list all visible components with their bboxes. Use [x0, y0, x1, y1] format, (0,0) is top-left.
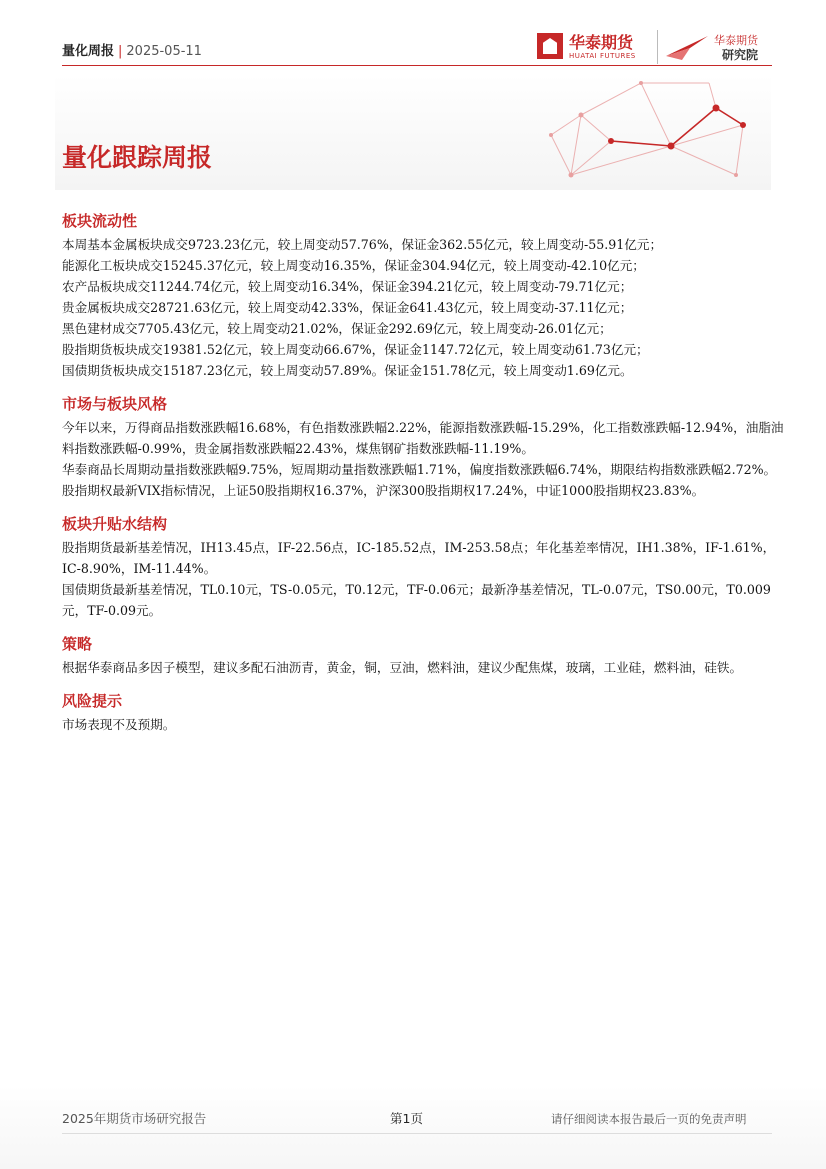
disclaimer-note: 请仔细阅读本报告最后一页的免责声明 — [551, 1112, 747, 1126]
logo-en-text: HUATAI FUTURES — [569, 52, 636, 60]
section — [62, 210, 784, 381]
research-logo-line2: 研究院 — [722, 48, 759, 62]
section-paragraph: 国债期货板块成交15187.23亿元，较上周变动57.89%。保证金151.78亿元，较上周变动1.69亿元。 — [62, 363, 633, 378]
research-institute-logo — [664, 32, 774, 64]
section-paragraph: 市场表现不及预期。 — [62, 717, 176, 732]
section-paragraph: 农产品板块成交11244.74亿元，较上周变动16.34%，保证金394.21亿元，较上周变动-79.71亿元； — [62, 279, 633, 294]
page-title: 量化跟踪周报 — [62, 143, 213, 172]
logo-cn-text: 华泰期货 — [569, 33, 634, 52]
section-title: 板块升贴水结构 — [62, 515, 168, 533]
research-logo-line1: 华泰期货 — [714, 34, 758, 47]
footer-rule — [62, 1133, 772, 1134]
breadcrumb — [62, 40, 202, 59]
network-graphic — [511, 75, 771, 190]
breadcrumb-separator: | — [118, 44, 123, 59]
section-title: 风险提示 — [62, 692, 123, 710]
section — [62, 633, 784, 678]
research-wing-icon — [664, 34, 710, 62]
logo-divider — [657, 30, 658, 64]
section-paragraph: 能源化工板块成交15245.37亿元，较上周变动16.35%，保证金304.94亿元，较上周变动-42.10亿元； — [62, 258, 645, 273]
header-rule — [62, 65, 772, 66]
section-paragraph: 黑色建材成交7705.43亿元，较上周变动21.02%，保证金292.69亿元，较上周变动-26.01亿元； — [62, 321, 612, 336]
section-title: 板块流动性 — [62, 212, 138, 230]
section-paragraph: 华泰商品长周期动量指数涨跌幅9.75%，短周期动量指数涨跌幅1.71%，偏度指数涨跌幅6.74%，期限结构指数涨跌幅2.72%。 — [62, 462, 777, 477]
section — [62, 690, 784, 735]
section-paragraph: 根据华泰商品多因子模型，建议多配石油沥青，黄金，铜，豆油，燃料油，建议少配焦煤，玻璃，工业硅，燃料油，硅铁。 — [62, 660, 743, 675]
page-footer — [0, 1085, 826, 1169]
section-paragraph: 股指期权最新VIX指标情况，上证50股指期权16.37%，沪深300股指期权17.24%，中证1000股指期权23.83%。 — [62, 483, 705, 498]
section-title: 市场与板块风格 — [62, 395, 168, 413]
footer-report-name: 2025年期货市场研究报告 — [62, 1111, 207, 1126]
section — [62, 513, 784, 621]
page-header — [0, 30, 826, 70]
section-paragraph: 国债期货最新基差情况，TL0.10元，TS-0.05元，T0.12元，TF-0.06元；最新净基差情况，TL-0.07元，TS0.00元，T0.009元，TF-0.09元。 — [62, 582, 771, 618]
page-number: 第1页 — [390, 1111, 423, 1126]
report-body — [62, 210, 784, 747]
report-date: 2025-05-11 — [126, 44, 202, 59]
section-paragraph: 股指期货板块成交19381.52亿元，较上周变动66.67%，保证金1147.72亿元，较上周变动61.73亿元； — [62, 342, 649, 357]
logo-mark-icon — [537, 33, 563, 59]
section-title: 策略 — [62, 635, 93, 653]
section — [62, 393, 784, 501]
section-paragraph: 本周基本金属板块成交9723.23亿元，较上周变动57.76%，保证金362.55亿元，较上周变动-55.91亿元； — [62, 237, 663, 252]
section-paragraph: 股指期货最新基差情况，IH13.45点，IF-22.56点，IC-185.52点，IM-253.58点；年化基差率情况，IH1.38%，IF-1.61%，IC-8.90%，IM-11.44%。 — [62, 540, 776, 576]
section-paragraph: 贵金属板块成交28721.63亿元，较上周变动42.33%，保证金641.43亿元，较上周变动-37.11亿元； — [62, 300, 633, 315]
huatai-futures-logo — [537, 30, 657, 64]
section-paragraph: 今年以来，万得商品指数涨跌幅16.68%，有色指数涨跌幅2.22%，能源指数涨跌幅-15.29%，化工指数涨跌幅-12.94%，油脂油料指数涨跌幅-0.99%，贵金属指数涨跌幅22.43%，煤焦钢矿指数涨跌幅-11.19%。 — [62, 420, 784, 456]
report-type: 量化周报 — [62, 44, 115, 59]
